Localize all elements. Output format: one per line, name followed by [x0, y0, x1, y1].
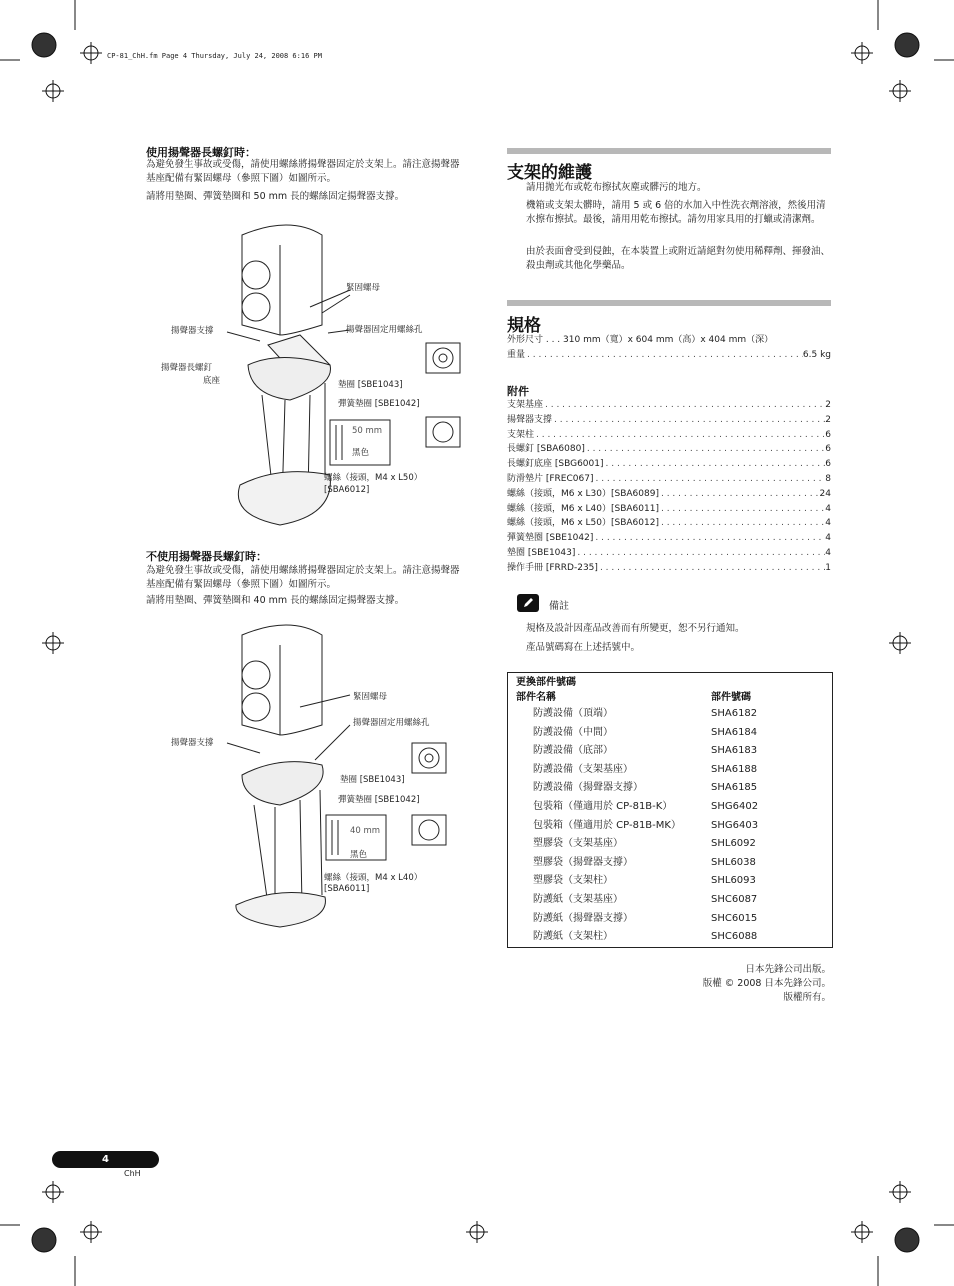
accessory-row	[507, 428, 831, 443]
part-code: SHL6038	[711, 856, 756, 868]
spec-weight-label: 重量	[507, 349, 526, 360]
part-name: 防護紙（支架基座）	[533, 893, 623, 905]
label-spring-washer: 彈簧墊圈 [SBE1042]	[338, 399, 420, 409]
accessory-name: 墊圈 [SBE1043]	[507, 547, 576, 558]
accessory-row	[507, 502, 831, 517]
label-screw-code-2: [SBA6011]	[324, 884, 370, 894]
part-name: 包裝箱（僅適用於 CP-81B-MK）	[533, 819, 681, 831]
col-part-code: 部件號碼	[711, 692, 751, 703]
part-name: 防護紙（支架柱）	[533, 931, 613, 943]
accessory-name: 支架基座	[507, 400, 544, 410]
accessories-list	[507, 398, 831, 576]
accessory-name: 揚聲器支撐	[507, 414, 553, 425]
section-bar-care	[507, 148, 831, 154]
page-number-badge	[52, 1151, 159, 1168]
specs-title: 規格	[507, 316, 541, 336]
col-part-name: 部件名稱	[516, 692, 556, 703]
parts-table-title: 更換部件號碼	[516, 677, 576, 688]
part-code: SHL6093	[711, 875, 756, 887]
accessory-name: 長螺釘底座 [SBG6001]	[507, 459, 604, 470]
table-row	[508, 724, 832, 743]
part-name: 防護設備（中間）	[533, 726, 613, 738]
part-code: SHA6184	[711, 726, 758, 738]
part-code: SHG6403	[711, 819, 759, 831]
spec-weight-value: 6.5 kg	[802, 349, 831, 360]
part-name: 包裝箱（僅適用於 CP-81B-K）	[533, 800, 673, 812]
accessory-row	[507, 561, 831, 576]
accessory-qty: 4	[825, 518, 831, 529]
accessory-row	[507, 413, 831, 428]
spec-dimensions: 外形尺寸 . . . 310 mm（寬）x 604 mm（高）x 404 mm（深）	[507, 335, 774, 345]
label-bolt-hole: 揚聲器固定用螺絲孔	[346, 325, 423, 335]
table-row	[508, 854, 832, 873]
accessory-qty: 4	[825, 533, 831, 544]
accessory-row	[507, 398, 831, 413]
accessory-name: 操作手冊 [FRRD-235]	[507, 562, 598, 573]
label-color: 黑色	[352, 448, 370, 458]
label-speaker-support: 揚聲器支撐	[171, 326, 214, 336]
part-name: 防護紙（揚聲器支撐）	[533, 912, 633, 924]
care-p3: 由於表面會受到侵蝕，在本裝置上或附近請絕對勿使用稀釋劑、揮發油、殺虫劑或其他化學藥品。	[526, 246, 831, 271]
publisher-line-1: 日本先鋒公司出版。	[745, 964, 831, 975]
accessory-name: 長螺釘 [SBA6080]	[507, 444, 585, 455]
label-color-2: 黑色	[350, 850, 368, 860]
part-name: 防護設備（頂端）	[533, 708, 613, 719]
accessory-row	[507, 546, 831, 561]
accessory-name: 支架柱	[507, 429, 535, 440]
spec-row-dimensions	[507, 333, 831, 348]
part-code: SHC6087	[711, 893, 758, 905]
parts-table-header	[508, 690, 832, 705]
accessory-qty: 1	[825, 562, 831, 573]
section2-para1: 為避免發生事故或受傷，請使用螺絲將揚聲器固定於支架上。請注意揚聲器基座配備有緊固螺母（參照下圖）如圖所示。	[146, 565, 460, 590]
table-row	[508, 742, 832, 761]
accessory-qty: 6	[825, 459, 831, 470]
part-code: SHA6183	[711, 745, 758, 757]
note-text-2: 產品號碼寫在上述括號中。	[526, 642, 641, 653]
label-washer-2: 墊圈 [SBE1043]	[340, 775, 405, 785]
replacement-parts-table	[507, 672, 833, 948]
publisher-footer	[631, 963, 831, 1005]
part-name: 防護設備（支架基座）	[533, 763, 633, 775]
part-name: 防護設備（揚聲器支撐）	[533, 782, 643, 794]
table-row	[508, 705, 832, 724]
accessory-qty: 2	[825, 414, 831, 425]
part-name: 塑膠袋（揚聲器支撐）	[533, 856, 633, 868]
label-nut: 緊固螺母	[346, 283, 381, 293]
label-long-bolt: 揚聲器長螺釘	[161, 363, 213, 373]
accessory-qty: 24	[819, 488, 831, 499]
label-length: 50 mm	[352, 426, 383, 436]
section-bar-specs	[507, 300, 831, 306]
publisher-line-3: 版權所有。	[783, 992, 831, 1003]
section-title-with-bolt: 使用揚聲器長螺釘時：	[146, 146, 256, 159]
publisher-line-2: 版權 © 2008 日本先鋒公司。	[702, 978, 831, 989]
part-code: SHA6185	[711, 782, 758, 794]
page-language: ChH	[124, 1169, 141, 1178]
accessory-row	[507, 487, 831, 502]
part-name: 塑膠袋（支架基座）	[533, 838, 623, 850]
part-name: 塑膠袋（支架柱）	[533, 875, 613, 887]
part-code: SHA6188	[711, 763, 758, 775]
accessory-row	[507, 531, 831, 546]
file-info-header: CP-81_ChH.fm Page 4 Thursday, July 24, 2008 6:16 PM	[107, 52, 322, 60]
label-screw-2: 螺絲（接頭，M4 x L40）	[324, 873, 423, 883]
part-name: 防護設備（底部）	[533, 745, 613, 757]
care-p2: 機箱或支架太髒時，請用 5 或 6 倍的水加入中性洗衣劑溶液，然後用清水擦布擦拭。最後，請用用乾布擦拭。請勿用家具用的打蠟或清潔劑。	[526, 200, 826, 225]
section2-para2: 請將用墊圈、彈簧墊圈和 40 mm 長的螺絲固定揚聲器支撐。	[146, 595, 405, 606]
label-screw-code: [SBA6012]	[324, 485, 370, 495]
section1-para1: 為避免發生事故或受傷，請使用螺絲將揚聲器固定於支架上。請注意揚聲器基座配備有緊固螺母（參照下圖）如圖所示。	[146, 159, 460, 184]
accessory-name: 彈簧墊圈 [SBE1042]	[507, 533, 594, 544]
table-row	[508, 817, 832, 836]
table-row	[508, 779, 832, 798]
accessory-name: 螺絲（接頭，M6 x L30）[SBA6089]	[507, 488, 659, 499]
table-row	[508, 761, 832, 780]
accessory-name: 螺絲（接頭，M6 x L50）[SBA6012]	[507, 518, 659, 529]
accessory-row	[507, 442, 831, 457]
table-row	[508, 798, 832, 817]
accessory-qty: 6	[825, 444, 831, 455]
part-code: SHC6015	[711, 912, 758, 924]
label-screw: 螺絲（接頭，M4 x L50）	[324, 473, 423, 483]
accessory-row	[507, 472, 831, 487]
accessories-title: 附件	[507, 385, 529, 398]
table-row	[508, 872, 832, 891]
part-code: SHC6088	[711, 931, 758, 943]
page-number: 4	[102, 1154, 109, 1165]
note-icon	[517, 594, 539, 612]
section-title-without-bolt: 不使用揚聲器長螺釘時：	[146, 550, 267, 563]
part-code: SHL6092	[711, 838, 756, 850]
accessory-name: 防滑墊片 [FREC067]	[507, 473, 594, 484]
accessory-row	[507, 516, 831, 531]
accessory-qty: 6	[825, 429, 831, 440]
accessory-row	[507, 457, 831, 472]
label-bolt-hole-2: 揚聲器固定用螺絲孔	[353, 718, 430, 728]
section1-para2: 請將用墊圈、彈簧墊圈和 50 mm 長的螺絲固定揚聲器支撐。	[146, 191, 405, 202]
table-row	[508, 835, 832, 854]
note-label: 備註	[549, 601, 569, 612]
label-spring-washer-2: 彈簧墊圈 [SBE1042]	[338, 795, 420, 805]
care-title: 支架的維護	[507, 163, 592, 183]
part-code: SHA6182	[711, 708, 758, 719]
accessory-qty: 4	[825, 547, 831, 558]
accessory-qty: 4	[825, 503, 831, 514]
specs-list	[507, 333, 831, 363]
part-code: SHG6402	[711, 800, 759, 812]
label-base: 底座	[203, 376, 221, 386]
label-speaker-support-2: 揚聲器支撐	[171, 738, 214, 748]
table-row	[508, 910, 832, 929]
note-text-1: 規格及設計因產品改善而有所變更，恕不另行通知。	[526, 623, 745, 634]
care-p1: 請用拋光布或乾布擦拭灰塵或髒污的地方。	[526, 182, 707, 193]
table-row	[508, 891, 832, 910]
table-row	[508, 928, 832, 947]
label-washer: 墊圈 [SBE1043]	[338, 380, 403, 390]
accessory-name: 螺絲（接頭，M6 x L40）[SBA6011]	[507, 503, 659, 514]
spec-row-weight	[507, 348, 831, 363]
label-length-2: 40 mm	[350, 826, 381, 836]
accessory-qty: 8	[825, 473, 831, 484]
accessory-qty: 2	[825, 400, 831, 410]
label-nut-2: 緊固螺母	[353, 692, 388, 702]
